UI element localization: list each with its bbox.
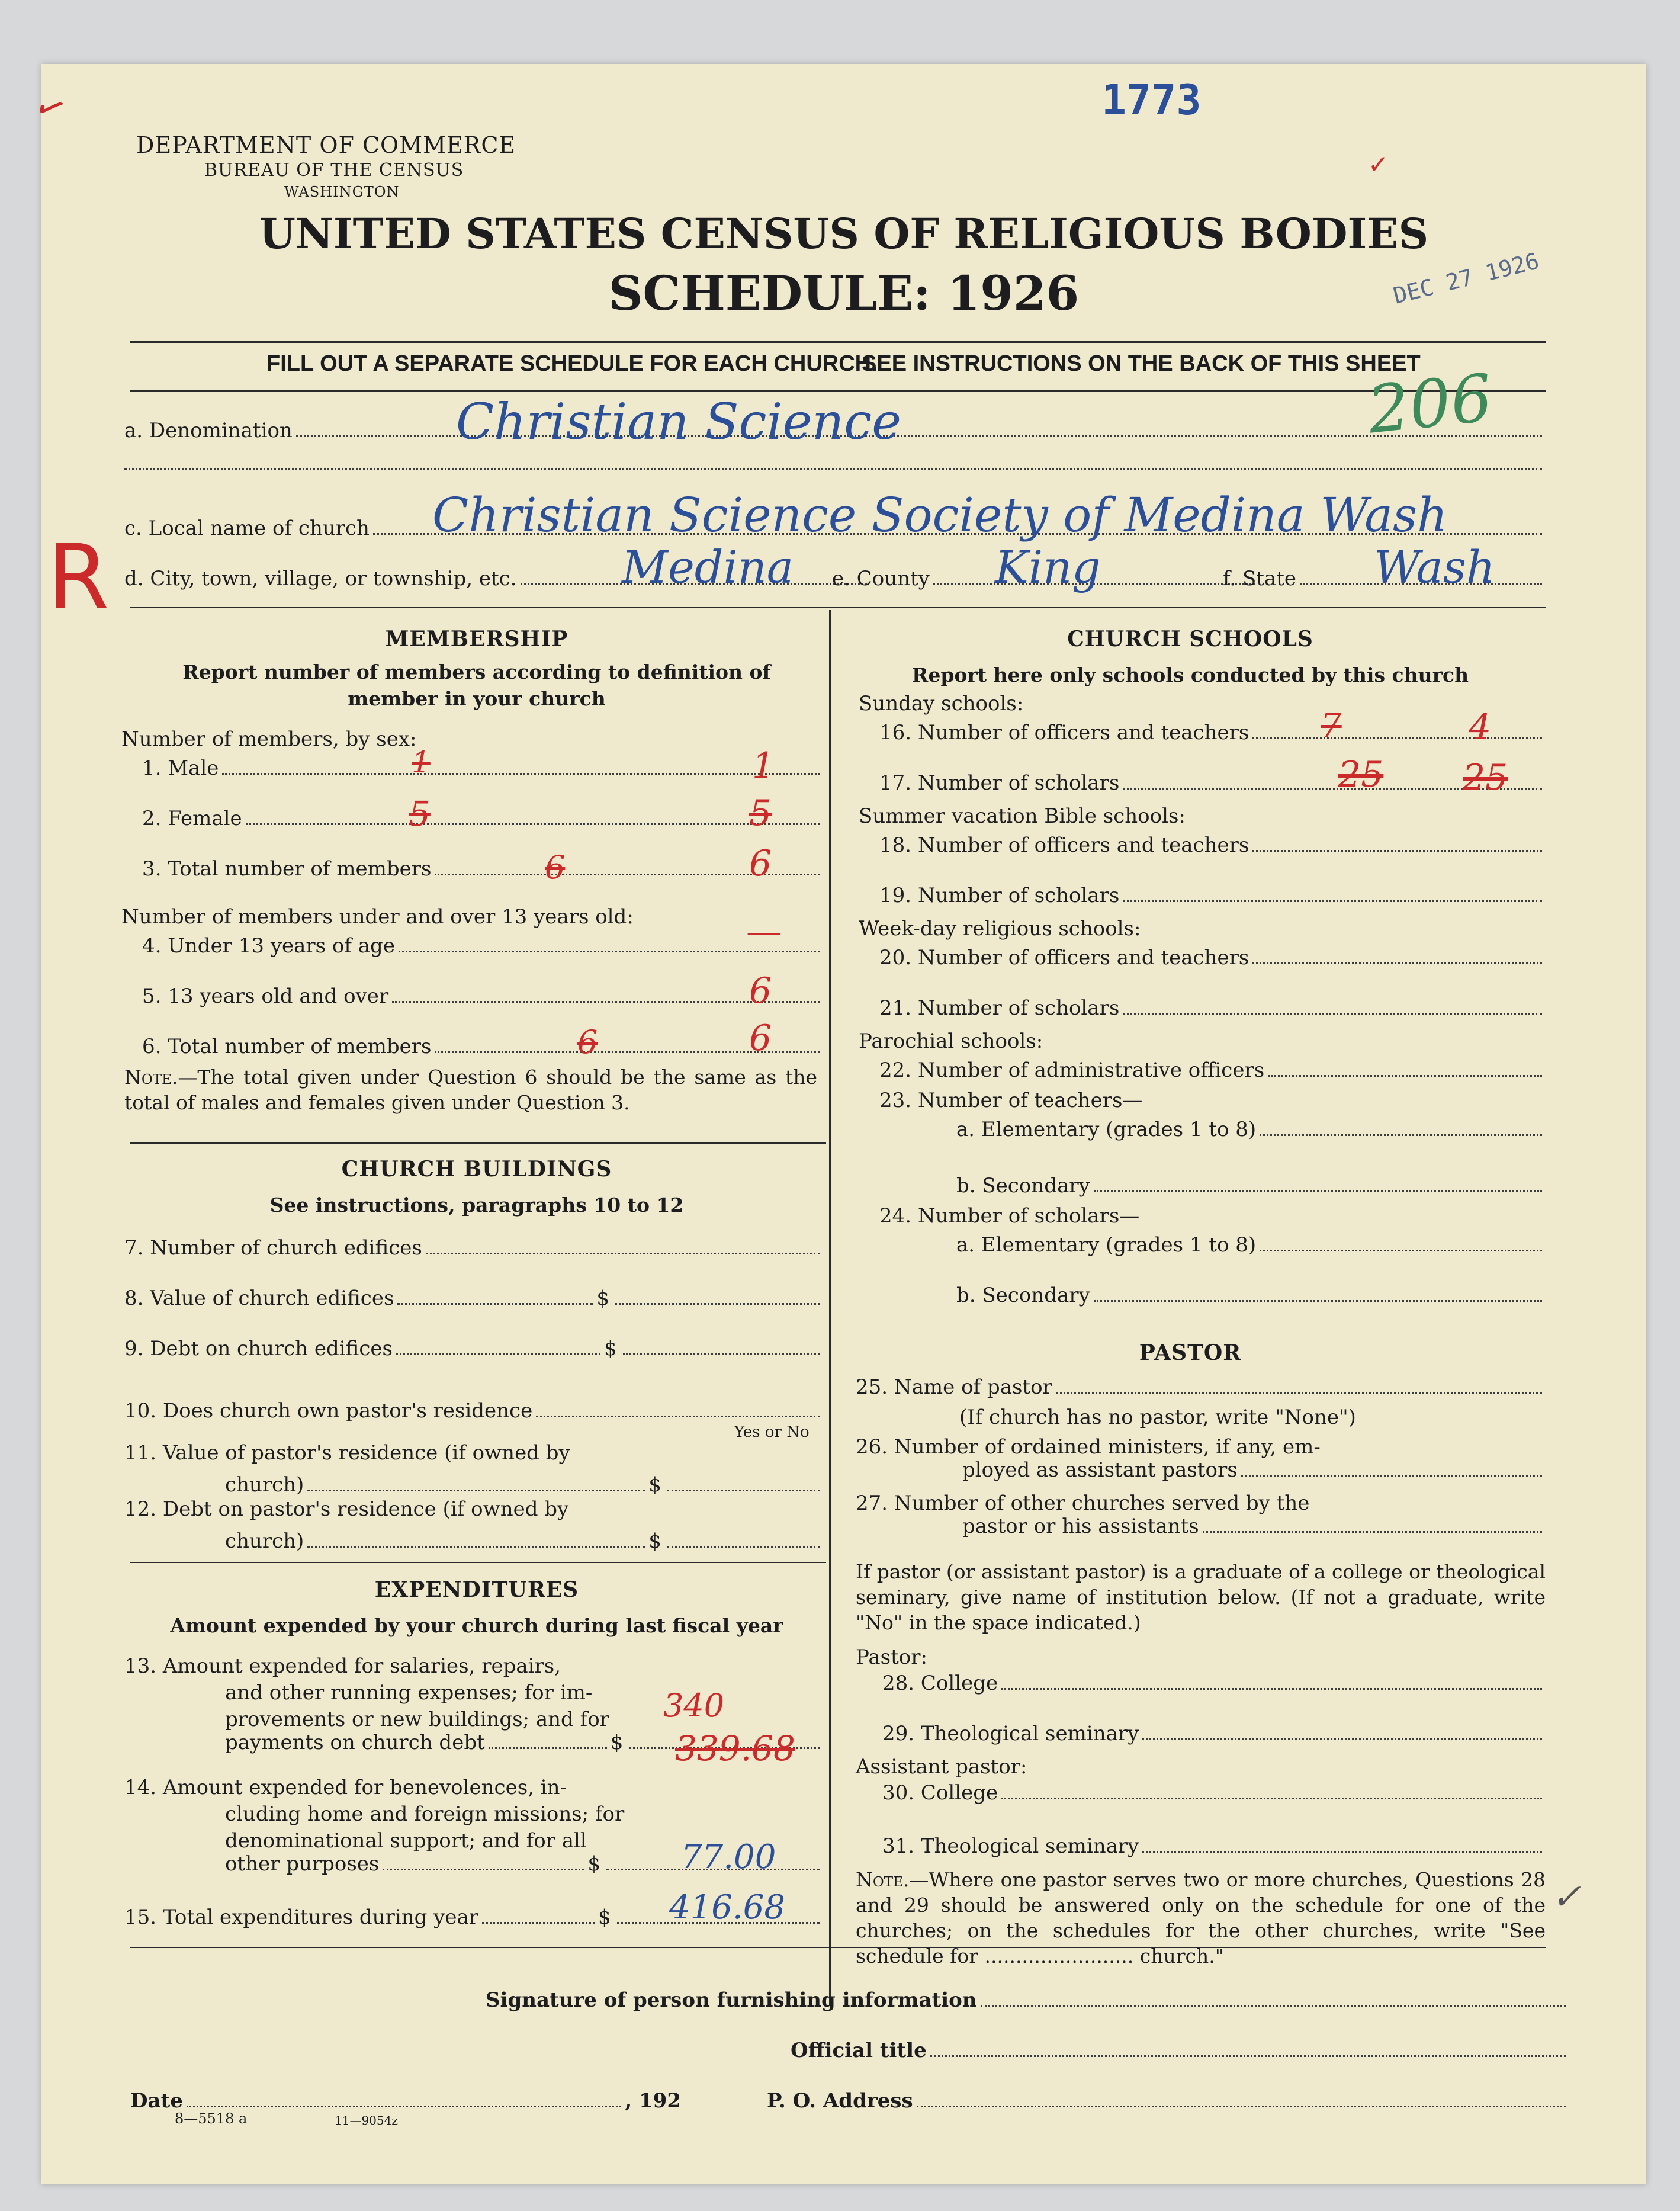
census-schedule-sheet — [27, 64, 1646, 2184]
pastor-label: Pastor: — [856, 1645, 927, 1669]
schools-rule — [832, 1326, 1546, 1330]
serial-number: 1773 — [1101, 76, 1202, 124]
county-label: e. County — [832, 567, 930, 591]
date-field[interactable]: Date , 192 — [130, 2089, 681, 2113]
denomination-value: Christian Science — [456, 393, 902, 451]
local-name-value: Christian Science Society of Medina Wash — [432, 487, 1448, 543]
q6-original: 6 — [577, 1023, 598, 1061]
q19-summer-scholars-field[interactable]: 19. Number of scholars — [879, 884, 1546, 907]
department-label: DEPARTMENT OF COMMERCE — [136, 132, 516, 158]
membership-subtitle: Report number of members according to definition of member in your church — [182, 660, 771, 710]
q16-sunday-officers-field[interactable]: 16. Number of officers and teachers — [879, 721, 1546, 745]
q24b-secondary-scholars-field[interactable]: b. Secondary — [956, 1284, 1546, 1307]
assistant-pastor-label: Assistant pastor: — [856, 1755, 1027, 1779]
denomination-extra-line[interactable] — [124, 468, 1546, 475]
q24a-elementary-scholars-field[interactable]: a. Elementary (grades 1 to 8) — [956, 1234, 1546, 1257]
q23a-elementary-teachers-field[interactable]: a. Elementary (grades 1 to 8) — [956, 1118, 1546, 1141]
q15-value: 416.68 — [669, 1888, 785, 1927]
q16-original: 7 — [1321, 707, 1342, 745]
q18-summer-officers-field[interactable]: 18. Number of officers and teachers — [879, 834, 1546, 857]
check-mark: ✓ — [1368, 150, 1389, 179]
q25-pastor-name-field[interactable]: 25. Name of pastor — [856, 1376, 1546, 1399]
pastor-rule — [832, 1551, 1546, 1555]
q22-administrative-officers-field[interactable]: 22. Number of administrative officers — [879, 1059, 1546, 1082]
schools-title: CHURCH SCHOOLS — [1067, 627, 1313, 652]
bottom-rule — [130, 1947, 1546, 1952]
official-title-field[interactable]: Official title — [791, 2039, 1569, 2062]
q25-none-note: (If church has no pastor, write "None") — [959, 1405, 1356, 1429]
q20-weekday-officers-field[interactable]: 20. Number of officers and teachers — [879, 946, 1546, 970]
column-divider — [829, 610, 831, 2005]
yes-no-hint: Yes or No — [734, 1423, 810, 1441]
membership-note: Note.—The total given under Question 6 should be the same as the total of males and females given under Question 3. — [124, 1066, 817, 1114]
q21-weekday-scholars-field[interactable]: 21. Number of scholars — [879, 997, 1546, 1020]
by-sex-label: Number of members, by sex: — [121, 727, 417, 751]
weekday-schools-label: Week-day religious schools: — [859, 917, 1141, 941]
q5-13-and-over-field[interactable]: 5. 13 years old and over — [142, 985, 823, 1008]
q13-line-3: provements or new buildings; and for — [225, 1708, 609, 1731]
q16-value: 4 — [1469, 707, 1492, 748]
local-name-label: c. Local name of church — [124, 516, 370, 540]
q28-college-field[interactable]: 28. College — [882, 1672, 1546, 1695]
q6-value: 6 — [749, 1018, 772, 1059]
form-number: 8—5518 a — [175, 2110, 248, 2127]
header-rule-bottom — [130, 390, 1546, 392]
r-mark: R — [47, 526, 110, 629]
q27-other-churches-field[interactable]: pastor or his assistants — [962, 1515, 1546, 1538]
q30-assistant-college-field[interactable]: 30. College — [882, 1782, 1546, 1805]
expenditures-title: EXPENDITURES — [374, 1577, 579, 1602]
q11-value-residence-field[interactable]: church) $ — [225, 1474, 823, 1497]
county-value: King — [995, 541, 1101, 593]
q31-assistant-seminary-field[interactable]: 31. Theological seminary — [882, 1835, 1546, 1858]
schedule-title: SCHEDULE: 1926 — [608, 265, 1080, 321]
schools-subtitle: Report here only schools conducted by this church — [911, 663, 1469, 686]
q8-value-edifices-field[interactable]: 8. Value of church edifices $ — [124, 1287, 823, 1310]
q9-debt-edifices-field[interactable]: 9. Debt on church edifices $ — [124, 1337, 823, 1360]
q14-value: 77.00 — [681, 1838, 776, 1876]
q6-total-members-field[interactable]: 6. Total number of members — [142, 1035, 823, 1058]
signature-field[interactable]: Signature of person furnishing information — [486, 1989, 1569, 2012]
q13-line-2: and other running expenses; for im- — [225, 1681, 593, 1705]
q17-sunday-scholars-field[interactable]: 17. Number of scholars — [879, 772, 1546, 795]
q1-value: 1 — [752, 745, 775, 787]
q23-teachers-label: 23. Number of teachers— — [879, 1089, 1143, 1112]
separate-schedule-instruction: FILL OUT A SEPARATE SCHEDULE FOR EACH CHURCH. — [266, 351, 878, 376]
q27-line-1: 27. Number of other churches served by the — [856, 1491, 1310, 1515]
buildings-rule — [130, 1562, 826, 1567]
city-label: d. City, town, village, or township, etc. — [124, 567, 517, 591]
q2-original: 5 — [409, 794, 431, 834]
membership-rule — [130, 1142, 826, 1146]
print-number: 11—9054z — [335, 2113, 398, 2127]
q2-value: 5 — [749, 792, 772, 834]
q2-female-field[interactable]: 2. Female — [142, 807, 823, 830]
q17-value: 25 — [1463, 757, 1508, 798]
q13-value: 340 — [663, 1687, 725, 1724]
q14-line-2: cluding home and foreign missions; for — [225, 1802, 625, 1826]
q15-total-expenditures-field[interactable]: 15. Total expenditures during year $ — [124, 1906, 823, 1929]
see-instructions-note: SEE INSTRUCTIONS ON THE BACK OF THIS SHEET — [862, 351, 1421, 376]
q29-seminary-field[interactable]: 29. Theological seminary — [882, 1722, 1546, 1745]
parochial-schools-label: Parochial schools: — [859, 1029, 1043, 1053]
sunday-schools-label: Sunday schools: — [859, 692, 1024, 715]
q12-line-1: 12. Debt on pastor's residence (if owned by — [124, 1497, 569, 1521]
right-margin-check: ✓ — [1551, 1876, 1582, 1918]
q4-value: — — [746, 911, 782, 952]
q1-male-field[interactable]: 1. Male — [142, 757, 823, 780]
q24-scholars-label: 24. Number of scholars— — [879, 1204, 1140, 1228]
bureau-label: BUREAU OF THE CENSUS — [204, 160, 464, 181]
q14-line-1: 14. Amount expended for benevolences, in- — [124, 1776, 567, 1799]
q26-line-1: 26. Number of ordained ministers, if any, em- — [856, 1435, 1321, 1459]
received-date-stamp: DEC 27 1926 — [1390, 248, 1542, 309]
state-value: Wash — [1374, 541, 1495, 593]
pastor-title: PASTOR — [1139, 1340, 1242, 1365]
form-title: UNITED STATES CENSUS OF RELIGIOUS BODIES — [259, 209, 1429, 258]
classification-code: 206 — [1364, 360, 1496, 448]
header-rule-top — [130, 341, 1546, 343]
q3-original: 6 — [545, 849, 566, 886]
q11-line-1: 11. Value of pastor's residence (if owned by — [124, 1441, 570, 1465]
q5-value: 6 — [749, 970, 772, 1012]
city-value: Medina — [622, 541, 794, 593]
q4-under-13-field[interactable]: 4. Under 13 years of age — [142, 935, 823, 958]
q7-church-edifices-field[interactable]: 7. Number of church edifices — [124, 1237, 823, 1260]
q13-original: 339.68 — [675, 1728, 795, 1769]
buildings-subtitle: See instructions, paragraphs 10 to 12 — [269, 1193, 684, 1217]
q3-value: 6 — [749, 843, 772, 884]
buildings-title: CHURCH BUILDINGS — [341, 1157, 612, 1182]
city-label: WASHINGTON — [284, 184, 400, 200]
graduate-instruction: If pastor (or assistant pastor) is a graduate of a college or theological seminary, give name of institution below. (If not a graduate, write "No" in the space indicated.) — [856, 1560, 1546, 1634]
po-address-field[interactable]: P. O. Address — [767, 2090, 1569, 2113]
state-label: f. State — [1223, 567, 1296, 591]
q13-line-1: 13. Amount expended for salaries, repairs, — [124, 1654, 561, 1678]
q3-total-members-field[interactable]: 3. Total number of members — [142, 858, 823, 881]
expenditures-subtitle: Amount expended by your church during last fiscal year — [170, 1614, 783, 1637]
identity-rule — [130, 606, 1546, 610]
q23b-secondary-teachers-field[interactable]: b. Secondary — [956, 1175, 1546, 1198]
q14-line-3: denominational support; and for all — [225, 1829, 587, 1853]
q1-original: 1 — [412, 745, 431, 779]
corner-check-mark: ✓ — [27, 83, 74, 134]
by-age-label: Number of members under and over 13 years old: — [121, 905, 634, 929]
q17-original: 25 — [1338, 754, 1384, 795]
q26-assistant-ministers-field[interactable]: ployed as assistant pastors — [962, 1459, 1546, 1482]
denomination-label: a. Denomination — [124, 419, 293, 442]
q10-own-residence-field[interactable]: 10. Does church own pastor's residence — [124, 1400, 823, 1423]
q13-running-expenses-field[interactable]: payments on church debt $ — [225, 1731, 823, 1754]
summer-schools-label: Summer vacation Bible schools: — [859, 804, 1186, 828]
membership-title: MEMBERSHIP — [385, 627, 568, 652]
q14-benevolences-field[interactable]: other purposes $ — [225, 1853, 823, 1876]
q12-debt-residence-field[interactable]: church) $ — [225, 1530, 823, 1553]
pastor-note: Note.—Where one pastor serves two or more churches, Questions 28 and 29 should be answered only on the schedule for one of the churches; on the schedules for the other churches, write "See schedule for ........................ church." — [856, 1868, 1546, 1968]
